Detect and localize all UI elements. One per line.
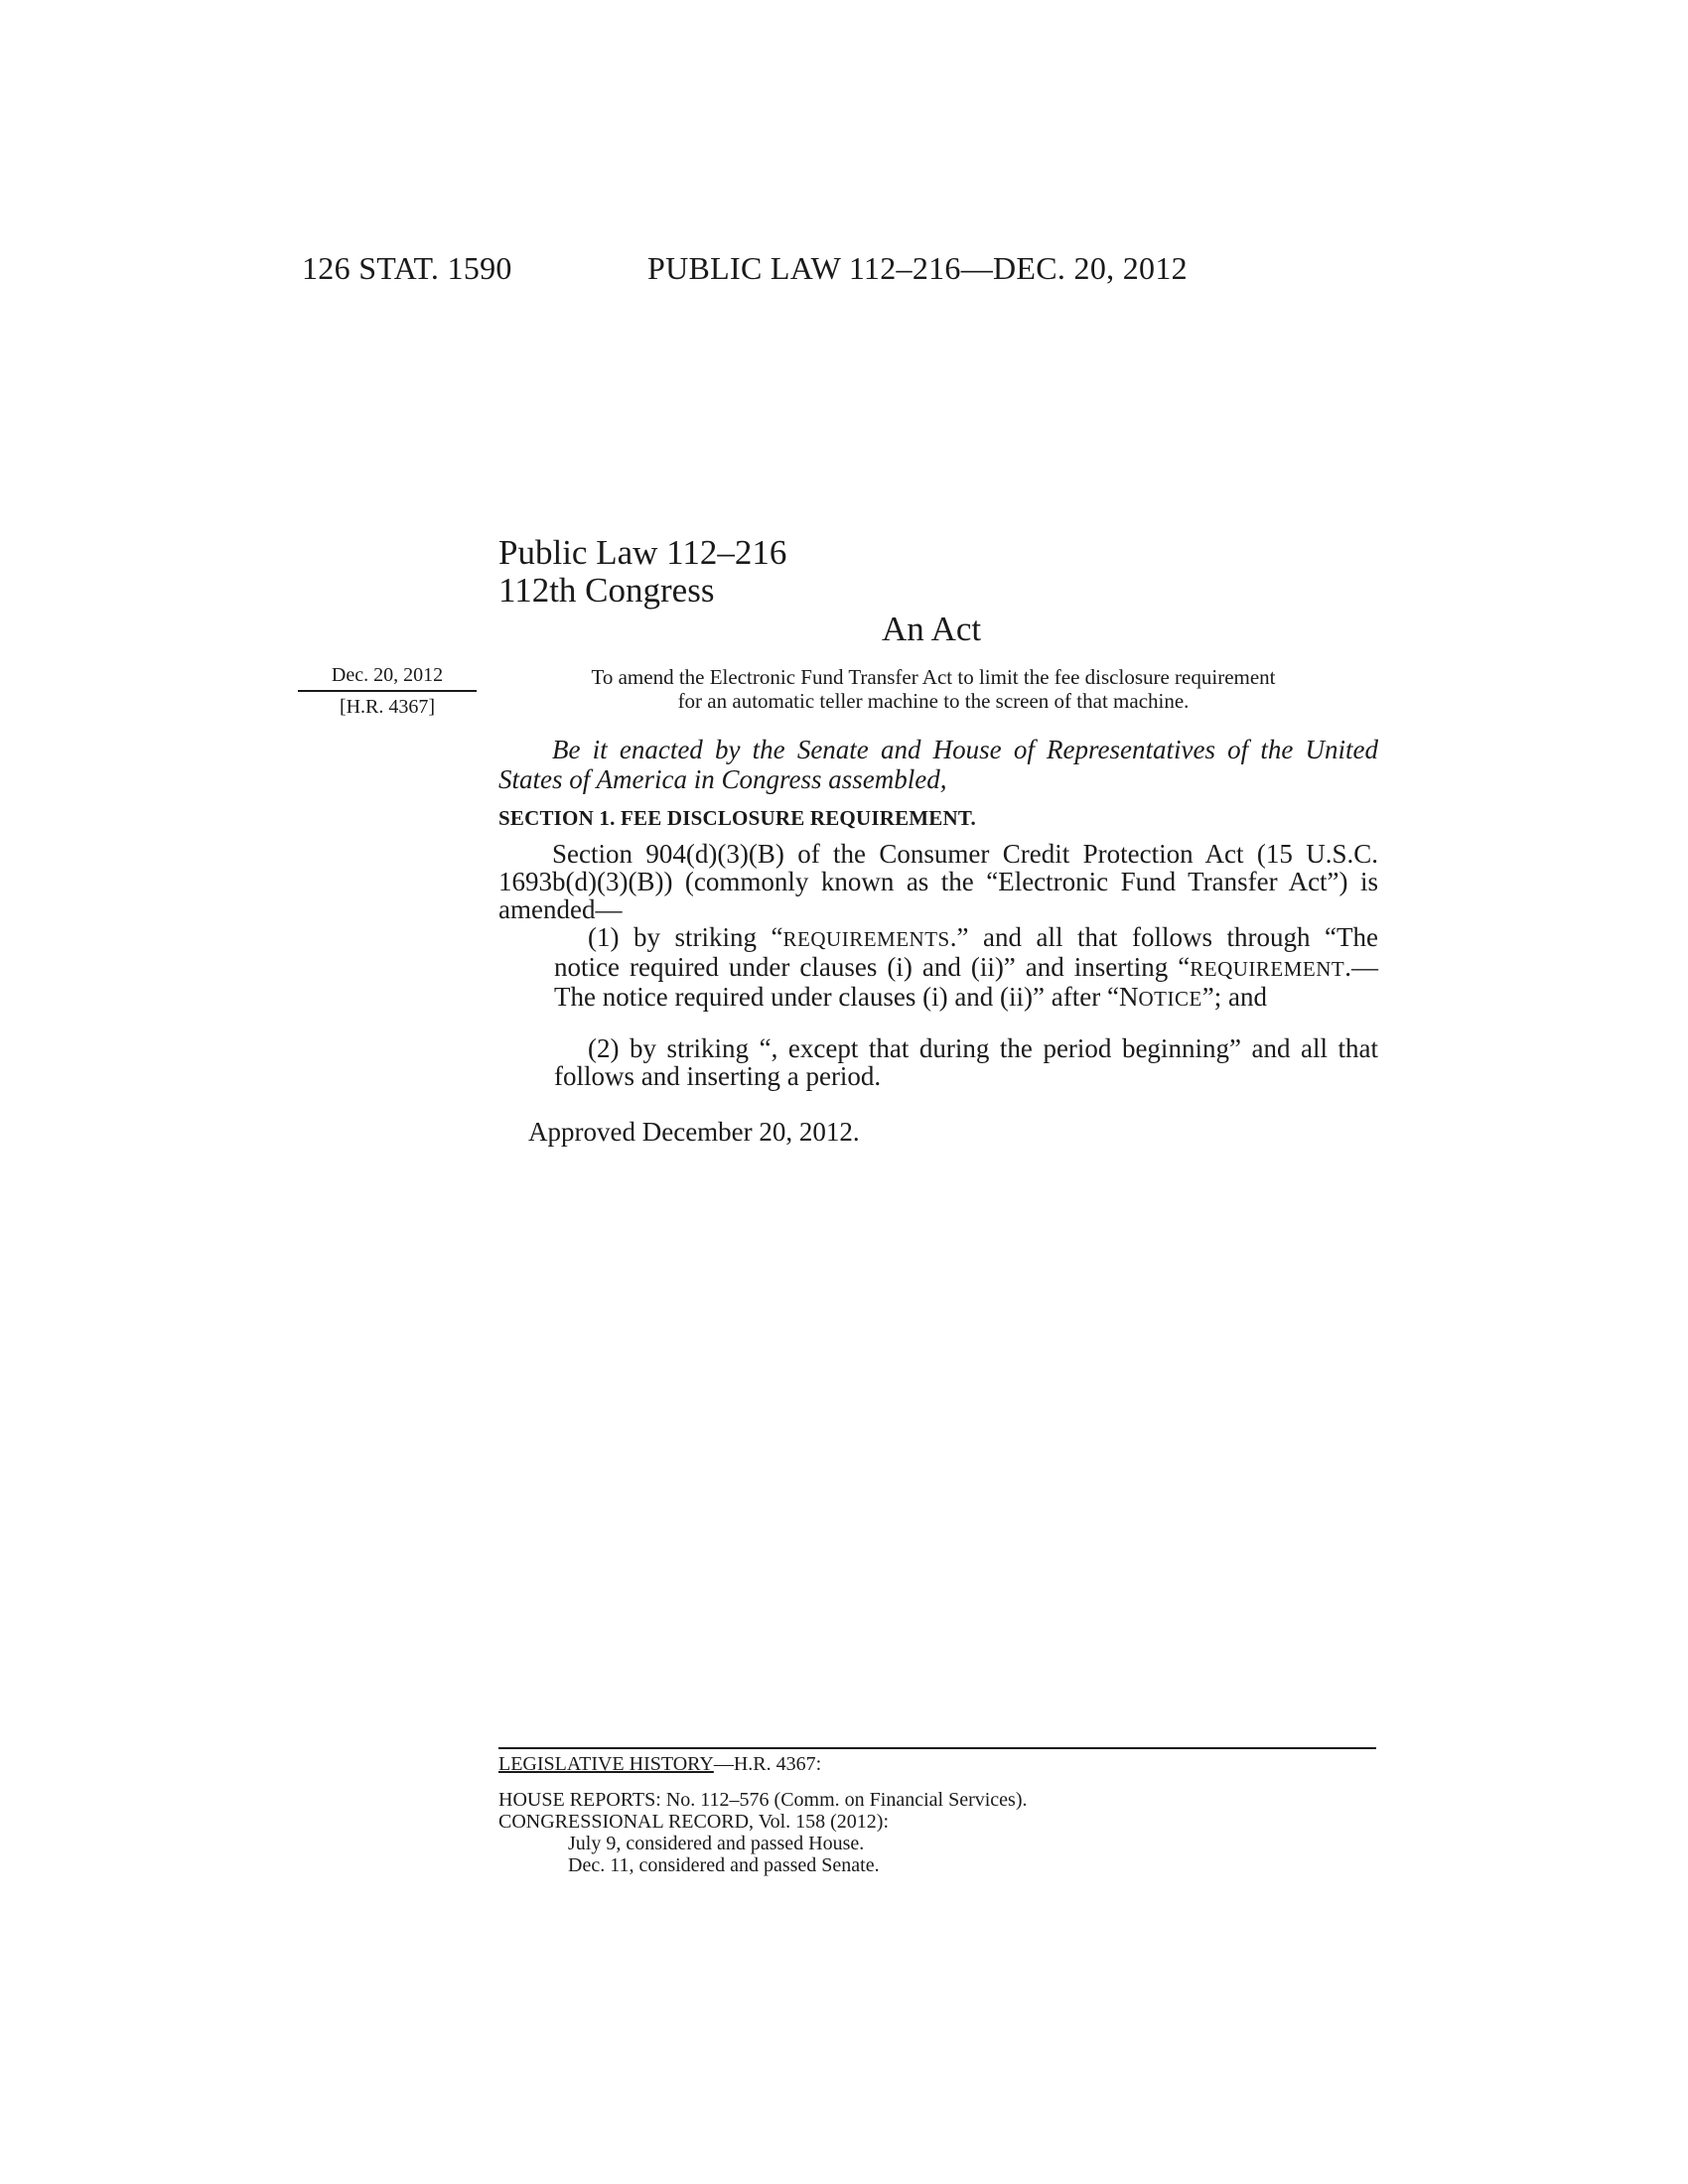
long-title-line-1: To amend the Electronic Fund Transfer Act to limit the fee disclosure requirement (591, 665, 1276, 689)
history-entry-senate: Dec. 11, considered and passed Senate. (568, 1854, 880, 1876)
side-note-rule (298, 690, 477, 692)
side-note-date: Dec. 20, 2012 (331, 664, 444, 686)
amendment-item-1 (554, 923, 1378, 1013)
side-note (298, 663, 477, 719)
item1-text-d: ”; and (1201, 982, 1268, 1012)
item1-text-c: .—The notice required under clauses (i) and (ii)” after “N (554, 952, 1378, 1012)
congressional-record-line: CONGRESSIONAL RECORD, Vol. 158 (2012): (498, 1811, 889, 1833)
legislative-history-label: LEGISLATIVE HISTORY (498, 1753, 714, 1775)
an-act-heading: An Act (882, 610, 982, 648)
section-intro: Section 904(d)(3)(B) of the Consumer Credit Protection Act (15 U.S.C. 1693b(d)(3)(B)) (commonly known as the “Electronic Fund Transfer Act”) is amended— (498, 839, 1378, 924)
approval-line: Approved December 20, 2012. (528, 1117, 860, 1147)
congress-label: 112th Congress (498, 571, 715, 610)
item1-smallcaps-1: REQUIREMENTS (782, 927, 950, 951)
legislative-history-heading (498, 1753, 821, 1775)
item1-text-a: (1) by striking “ (588, 922, 783, 952)
history-divider (498, 1747, 1376, 1749)
running-head-title: PUBLIC LAW 112–216—DEC. 20, 2012 (647, 250, 1188, 286)
long-title-line-2: for an automatic teller machine to the screen of that machine. (677, 689, 1190, 713)
public-law-title: Public Law 112–216 (498, 533, 787, 572)
history-entry-house: July 9, considered and passed House. (568, 1833, 865, 1854)
side-note-bill: [H.R. 4367] (339, 696, 436, 718)
section-heading: SECTION 1. FEE DISCLOSURE REQUIREMENT. (498, 806, 976, 830)
item1-smallcaps-3: OTICE (1138, 987, 1202, 1011)
house-reports-line: HOUSE REPORTS: No. 112–576 (Comm. on Financial Services). (498, 1789, 1028, 1811)
legislative-history-list (498, 1789, 1027, 1876)
long-title (516, 665, 1350, 713)
item1-smallcaps-2: REQUIREMENT (1190, 957, 1345, 981)
amendment-item-2: (2) by striking “, except that during the period beginning” and all that follows and inserting a period. (554, 1033, 1378, 1091)
stat-page-number: 126 STAT. 1590 (302, 250, 512, 286)
legislative-history-suffix: —H.R. 4367: (713, 1753, 822, 1775)
enacting-clause: Be it enacted by the Senate and House of Representatives of the United States of America in Congress assembled, (498, 735, 1378, 794)
item1-text-b: .” and all that follows through “The notice required under clauses (i) and (ii)” and inserting “ (554, 922, 1378, 982)
